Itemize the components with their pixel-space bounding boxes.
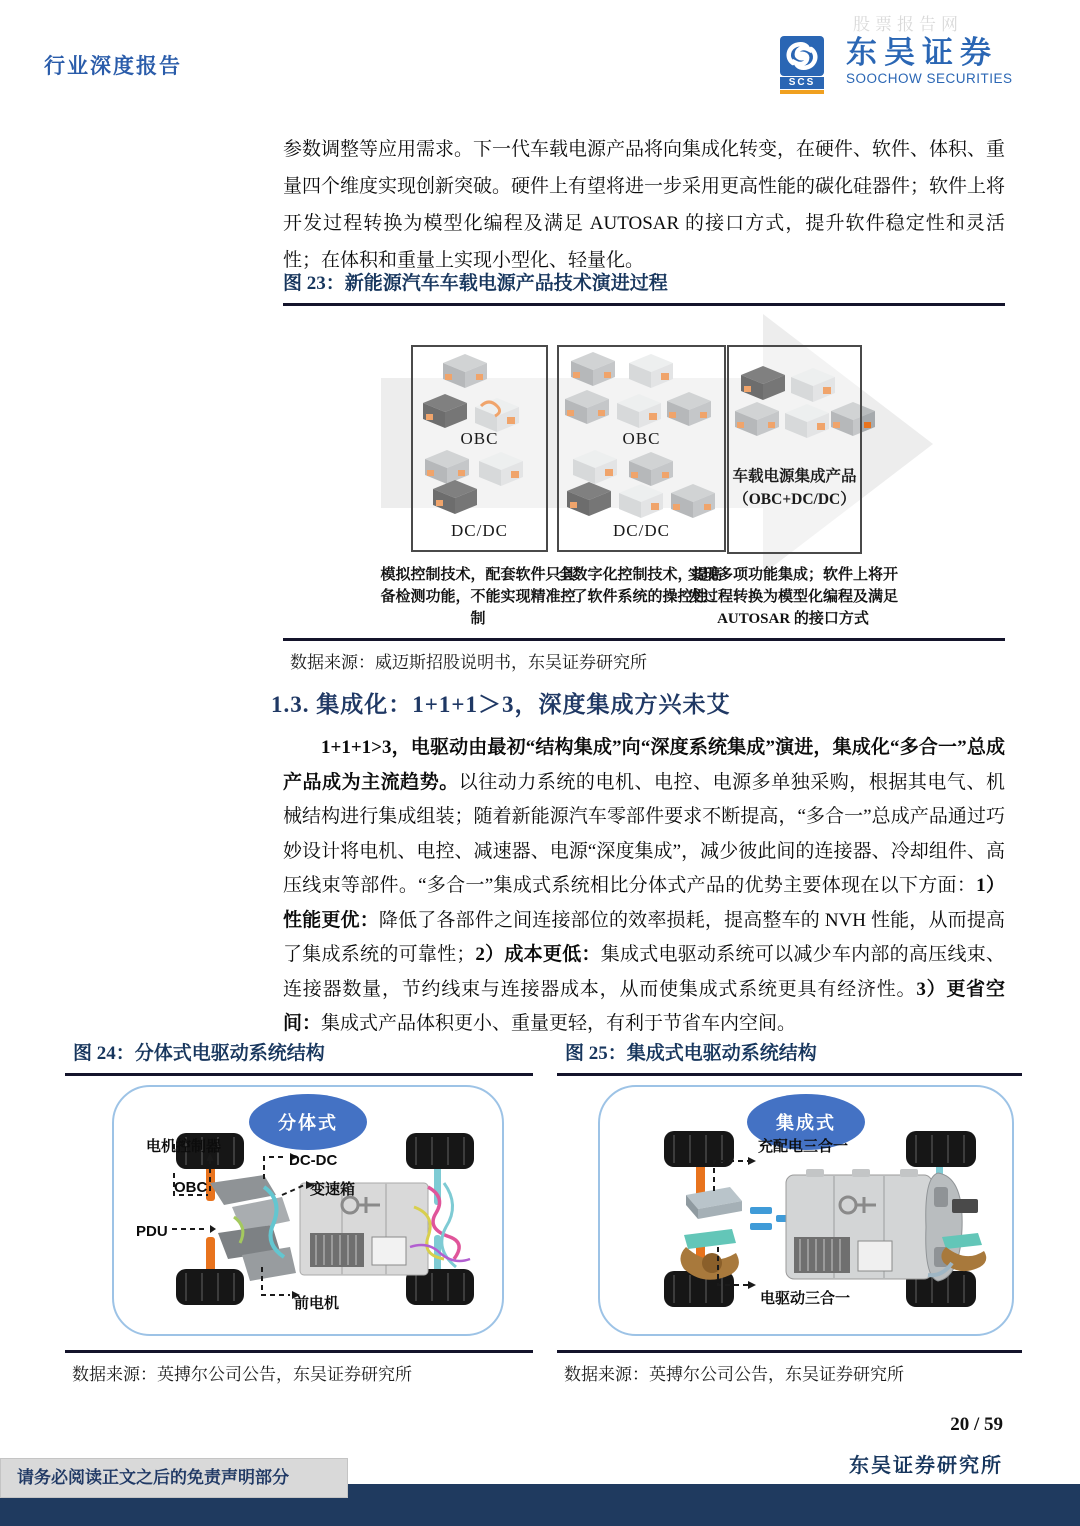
panel1-dcdc-label: DC/DC — [451, 521, 508, 540]
fig24-label-obc: OBC — [174, 1179, 208, 1196]
brand-logo-text — [846, 36, 1013, 88]
panel3-label — [729, 465, 860, 511]
brand-logo — [780, 35, 1013, 96]
brand-logo-icon — [780, 36, 836, 94]
fig25-source: 数据来源：英搏尔公司公告，东吴证券研究所 — [564, 1365, 904, 1384]
footer-org-name: 东吴证券研究所 — [849, 1455, 1003, 1477]
figure25-title: 图 25：集成式电驱动系统结构 — [557, 1038, 1022, 1076]
fig23-panel-1 — [411, 345, 548, 552]
fig23-bottom-rule — [283, 638, 1005, 641]
watermark-text: 股票报告网 — [853, 15, 963, 34]
footer-disclaimer: 请务必阅读正文之后的免责声明部分 — [0, 1458, 348, 1498]
panel3-label-line2: （OBC+DC/DC） — [733, 491, 856, 508]
logo-swirl-svg — [780, 36, 824, 76]
fig24-label-gearbox: 变速箱 — [310, 1181, 356, 1198]
fig24-source: 数据来源：英搏尔公司公告，东吴证券研究所 — [72, 1365, 412, 1384]
fig24-label-pdu: PDU — [136, 1223, 168, 1240]
fig23-panel-3 — [727, 345, 862, 554]
fig24-label-mcu: 电机控制器 — [146, 1138, 222, 1155]
fig23-caption-1: 模拟控制技术，配套软件只具备检测功能，不能实现精准控制 — [380, 567, 576, 627]
report-type-label: 行业深度报告 — [44, 54, 182, 78]
fig24-bottom-rule — [65, 1350, 533, 1353]
fig24-label-dcdc: DC-DC — [289, 1152, 338, 1169]
fig24-label-front-motor: 前电机 — [294, 1295, 340, 1312]
fig25-bottom-rule — [557, 1350, 1022, 1353]
fig23-source: 数据来源：威迈斯招股说明书，东吴证券研究所 — [290, 653, 647, 672]
section-heading-1-3: 1.3. 集成化：1+1+1＞3，深度集成方兴未艾 — [271, 692, 731, 717]
fig25-label-charge-3in1: 充配电三合一 — [758, 1138, 849, 1155]
logo-orange-bar — [780, 90, 824, 94]
fig23-panel-2 — [557, 345, 726, 552]
panel2-obc-label: OBC — [622, 429, 661, 448]
figure25-image — [598, 1085, 1014, 1336]
body-paragraph-1: 参数调整等应用需求。下一代车载电源产品将向集成化转变，在硬件、软件、体积、重量四个维度实现创新突破。硬件上有望将进一步采用更高性能的碳化硅器件；软件上将开发过程转换为模型化编程及满足 AUTOSAR 的接口方式，提升软件稳定性和灵活性；在体积和重量上实现小型化、轻量化。 — [283, 139, 1006, 271]
logo-swirl-icon — [780, 36, 824, 76]
brand-name-cn: 东吴证券 — [846, 35, 998, 70]
body-paragraph-2: 1+1+1>3，电驱动由最初“结构集成”向“深度系统集成”演进，集成化“多合一”总成产品成为主流趋势。以往动力系统的电机、电控、电源多单独采购，根据其电气、机械结构进行集成组装；随着新能源汽车零部件要求不断提高，“多合一”总成产品通过巧妙设计将电机、电控、减速器、电源“深度集成”，减少彼此间的连接器、冷却组件、高压线束等部件。“多合一”集成式系统相比分体式产品的优势主要体现在以下方面：1）性能更优：降低了各部件之间连接部位的效率损耗，提高整车的 NVH 性能，从而提高了集成系统的可靠性；2）成本更低：集成式电驱动系统可以减少车内部的高压线束、连接器数量，节约线束与连接器成本，从而使集成式系统更具有经济性。3）更省空间：集成式产品体积更小、重量更轻，有利于节省车内空间。 — [283, 737, 1005, 1034]
figure24-title: 图 24：分体式电驱动系统结构 — [65, 1038, 533, 1076]
fig23-caption-3: 实现多项功能集成；软件上将开发过程转换为模型化编程及满足 AUTOSAR 的接口方式 — [687, 567, 898, 627]
panel2-dcdc-label: DC/DC — [613, 521, 670, 540]
figure24-image — [112, 1085, 504, 1336]
fig25-label-drive-3in1: 电驱动三合一 — [760, 1290, 851, 1307]
figure23-title: 图 23：新能源汽车车载电源产品技术演进过程 — [283, 268, 1005, 306]
fig23-caption-2: 全数字化控制技术，提高了软件系统的操控性 — [557, 567, 723, 605]
brand-name-en: SOOCHOW SECURITIES — [846, 71, 1013, 86]
fig24-badge: 分体式 — [249, 1094, 367, 1150]
figure23-image — [283, 302, 1005, 636]
logo-scs-text: SCS — [780, 77, 824, 89]
fig25-badge: 集成式 — [747, 1094, 865, 1150]
page-number: 20 / 59 — [950, 1414, 1003, 1435]
panel1-obc-label: OBC — [460, 429, 499, 448]
panel3-label-line1: 车载电源集成产品 — [732, 468, 857, 485]
